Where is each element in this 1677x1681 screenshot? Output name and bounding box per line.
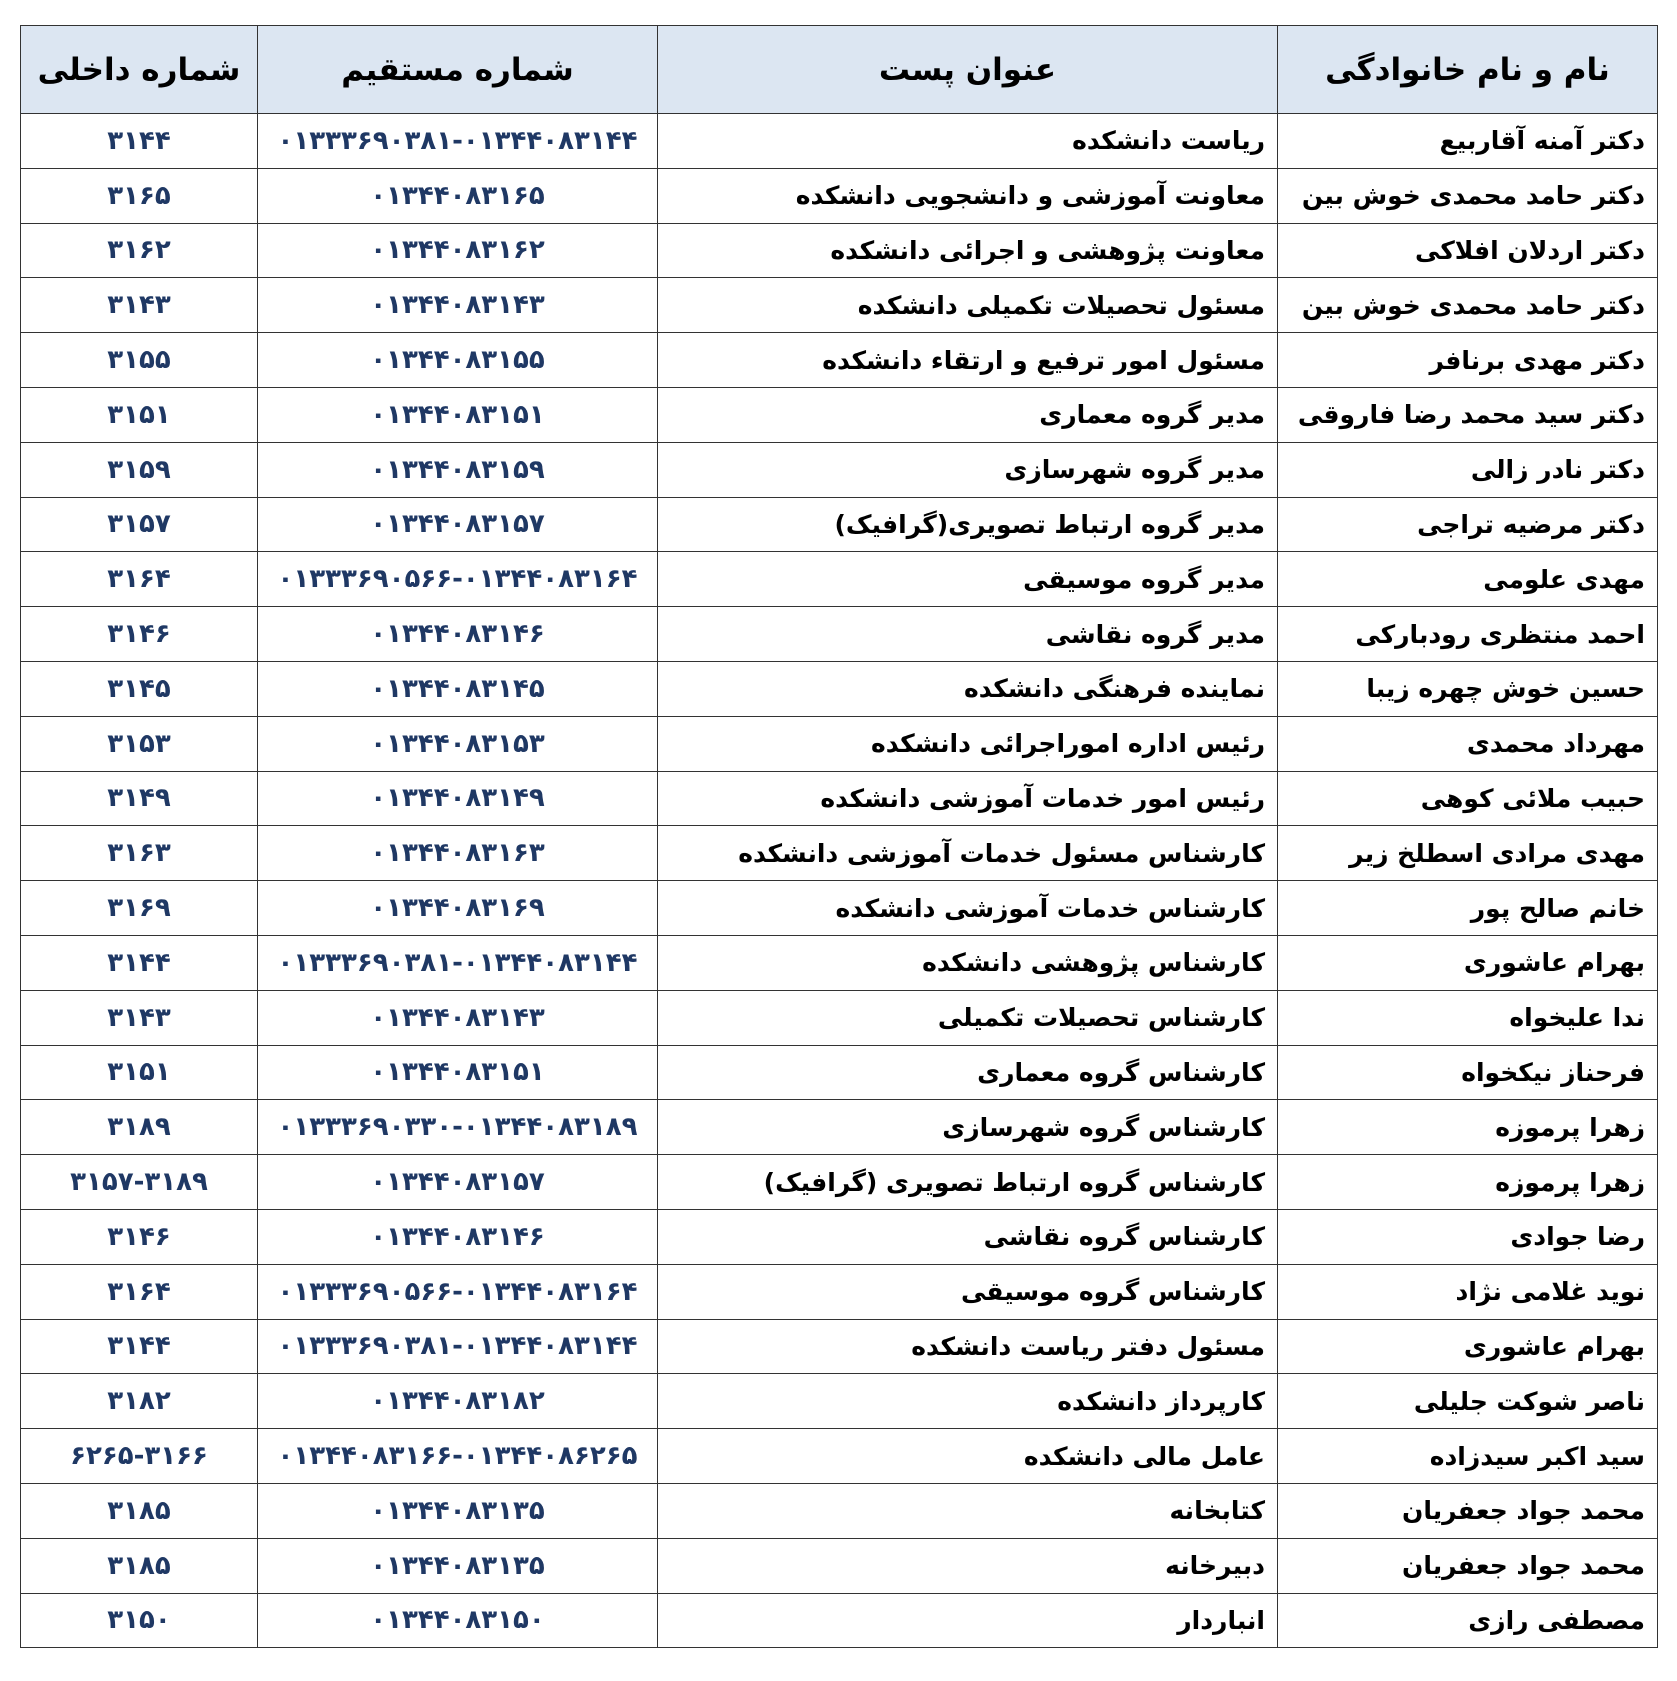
name-cell: خانم صالح پور	[1278, 881, 1658, 936]
table-row	[21, 990, 1658, 1045]
table-row	[21, 1374, 1658, 1429]
extension-cell: ۳۱۴۹	[21, 771, 258, 826]
name-cell: حبیب ملائی کوهی	[1278, 771, 1658, 826]
extension-cell: ۳۱۵۰	[21, 1593, 258, 1648]
title-cell: مدیر گروه موسیقی	[658, 552, 1278, 607]
direct-number-cell: ۰۱۳۴۴۰۸۳۱۴۳	[258, 278, 658, 333]
direct-number-cell: ۰۱۳۴۴۰۸۳۱۵۷	[258, 497, 658, 552]
title-cell: مسئول دفتر ریاست دانشکده	[658, 1319, 1278, 1374]
name-cell: بهرام عاشوری	[1278, 1319, 1658, 1374]
direct-number-cell: ۰۱۳۴۴۰۸۳۱۵۱	[258, 387, 658, 442]
title-cell: کتابخانه	[658, 1483, 1278, 1538]
name-cell: دکتر حامد محمدی خوش بین	[1278, 168, 1658, 223]
table-row	[21, 1593, 1658, 1648]
direct-number-cell: ۰۱۳۳۳۶۹۰۵۶۶-۰۱۳۴۴۰۸۳۱۶۴	[258, 1264, 658, 1319]
title-cell: رئیس امور خدمات آموزشی دانشکده	[658, 771, 1278, 826]
direct-number-cell: ۰۱۳۴۴۰۸۳۱۳۵	[258, 1483, 658, 1538]
title-cell: مدیر گروه معماری	[658, 387, 1278, 442]
title-cell: مدیر گروه شهرسازی	[658, 442, 1278, 497]
table-row	[21, 497, 1658, 552]
direct-number-cell: ۰۱۳۳۳۶۹۰۳۸۱-۰۱۳۴۴۰۸۳۱۴۴	[258, 1319, 658, 1374]
table-row	[21, 1209, 1658, 1264]
table-row	[21, 1538, 1658, 1593]
title-cell: کارشناس گروه نقاشی	[658, 1209, 1278, 1264]
name-cell: دکتر مرضیه تراجی	[1278, 497, 1658, 552]
title-cell: کارشناس گروه موسیقی	[658, 1264, 1278, 1319]
direct-number-cell: ۰۱۳۴۴۰۸۳۱۶۹	[258, 881, 658, 936]
title-cell: کارشناس خدمات آموزشی دانشکده	[658, 881, 1278, 936]
direct-number-cell: ۰۱۳۴۴۰۸۳۱۶۲	[258, 223, 658, 278]
direct-number-cell: ۰۱۳۳۳۶۹۰۵۶۶-۰۱۳۴۴۰۸۳۱۶۴	[258, 552, 658, 607]
table-row	[21, 716, 1658, 771]
header-ext: شماره داخلی	[21, 26, 258, 114]
title-cell: کارشناس گروه معماری	[658, 1045, 1278, 1100]
extension-cell: ۳۱۵۷-۳۱۸۹	[21, 1155, 258, 1210]
extension-cell: ۳۱۸۵	[21, 1538, 258, 1593]
table-row	[21, 1155, 1658, 1210]
direct-number-cell: ۰۱۳۴۴۰۸۳۱۵۰	[258, 1593, 658, 1648]
name-cell: مهدی علومی	[1278, 552, 1658, 607]
table-row	[21, 935, 1658, 990]
table-body	[21, 114, 1658, 1648]
table-row	[21, 442, 1658, 497]
title-cell: نماینده فرهنگی دانشکده	[658, 661, 1278, 716]
extension-cell: ۳۱۵۵	[21, 333, 258, 388]
direct-number-cell: ۰۱۳۳۳۶۹۰۳۳۰-۰۱۳۴۴۰۸۳۱۸۹	[258, 1100, 658, 1155]
direct-number-cell: ۰۱۳۴۴۰۸۳۱۸۲	[258, 1374, 658, 1429]
name-cell: محمد جواد جعفریان	[1278, 1538, 1658, 1593]
extension-cell: ۶۲۶۵-۳۱۶۶	[21, 1429, 258, 1484]
direct-number-cell: ۰۱۳۴۴۰۸۳۱۵۱	[258, 1045, 658, 1100]
table-row	[21, 1100, 1658, 1155]
table-row	[21, 552, 1658, 607]
title-cell: کارپرداز دانشکده	[658, 1374, 1278, 1429]
title-cell: کارشناس گروه ارتباط تصویری (گرافیک)	[658, 1155, 1278, 1210]
direct-number-cell: ۰۱۳۴۴۰۸۳۱۶۶-۰۱۳۴۴۰۸۶۲۶۵	[258, 1429, 658, 1484]
direct-number-cell: ۰۱۳۴۴۰۸۳۱۴۶	[258, 607, 658, 662]
extension-cell: ۳۱۴۶	[21, 607, 258, 662]
name-cell: دکتر سید محمد رضا فاروقی	[1278, 387, 1658, 442]
table-row	[21, 278, 1658, 333]
table-row	[21, 607, 1658, 662]
table-row	[21, 661, 1658, 716]
name-cell: فرحناز نیکخواه	[1278, 1045, 1658, 1100]
name-cell: حسین خوش چهره زیبا	[1278, 661, 1658, 716]
table-row	[21, 223, 1658, 278]
extension-cell: ۳۱۵۹	[21, 442, 258, 497]
name-cell: بهرام عاشوری	[1278, 935, 1658, 990]
direct-number-cell: ۰۱۳۴۴۰۸۳۱۶۳	[258, 826, 658, 881]
name-cell: رضا جوادی	[1278, 1209, 1658, 1264]
direct-number-cell: ۰۱۳۴۴۰۸۳۱۵۷	[258, 1155, 658, 1210]
header-row	[21, 26, 1658, 114]
direct-number-cell: ۰۱۳۳۳۶۹۰۳۸۱-۰۱۳۴۴۰۸۳۱۴۴	[258, 114, 658, 169]
extension-cell: ۳۱۵۱	[21, 1045, 258, 1100]
direct-number-cell: ۰۱۳۴۴۰۸۳۱۴۳	[258, 990, 658, 1045]
name-cell: دکتر آمنه آقاربیع	[1278, 114, 1658, 169]
table-row	[21, 1319, 1658, 1374]
title-cell: مسئول تحصیلات تکمیلی دانشکده	[658, 278, 1278, 333]
extension-cell: ۳۱۵۳	[21, 716, 258, 771]
name-cell: دکتر حامد محمدی خوش بین	[1278, 278, 1658, 333]
direct-number-cell: ۰۱۳۴۴۰۸۳۱۴۹	[258, 771, 658, 826]
table-row	[21, 1045, 1658, 1100]
name-cell: ندا علیخواه	[1278, 990, 1658, 1045]
header-direct: شماره مستقیم	[258, 26, 658, 114]
extension-cell: ۳۱۶۹	[21, 881, 258, 936]
table-row	[21, 1483, 1658, 1538]
extension-cell: ۳۱۴۵	[21, 661, 258, 716]
title-cell: معاونت پژوهشی و اجرائی دانشکده	[658, 223, 1278, 278]
header-name: نام و نام خانوادگی	[1278, 26, 1658, 114]
direct-number-cell: ۰۱۳۴۴۰۸۳۱۶۵	[258, 168, 658, 223]
table-row	[21, 826, 1658, 881]
name-cell: محمد جواد جعفریان	[1278, 1483, 1658, 1538]
extension-cell: ۳۱۴۶	[21, 1209, 258, 1264]
title-cell: معاونت آموزشی و دانشجویی دانشکده	[658, 168, 1278, 223]
name-cell: دکتر نادر زالی	[1278, 442, 1658, 497]
name-cell: دکتر اردلان افلاکی	[1278, 223, 1658, 278]
title-cell: انباردار	[658, 1593, 1278, 1648]
extension-cell: ۳۱۴۴	[21, 1319, 258, 1374]
name-cell: سید اکبر سیدزاده	[1278, 1429, 1658, 1484]
extension-cell: ۳۱۶۲	[21, 223, 258, 278]
name-cell: احمد منتظری رودبارکی	[1278, 607, 1658, 662]
extension-cell: ۳۱۶۳	[21, 826, 258, 881]
title-cell: مدیر گروه ارتباط تصویری(گرافیک)	[658, 497, 1278, 552]
extension-cell: ۳۱۴۳	[21, 990, 258, 1045]
title-cell: کارشناس پژوهشی دانشکده	[658, 935, 1278, 990]
table-row	[21, 1429, 1658, 1484]
table-row	[21, 168, 1658, 223]
table-row	[21, 881, 1658, 936]
direct-number-cell: ۰۱۳۴۴۰۸۳۱۵۳	[258, 716, 658, 771]
title-cell: مدیر گروه نقاشی	[658, 607, 1278, 662]
extension-cell: ۳۱۵۷	[21, 497, 258, 552]
title-cell: ریاست دانشکده	[658, 114, 1278, 169]
direct-number-cell: ۰۱۳۴۴۰۸۳۱۳۵	[258, 1538, 658, 1593]
title-cell: کارشناس تحصیلات تکمیلی	[658, 990, 1278, 1045]
extension-cell: ۳۱۸۲	[21, 1374, 258, 1429]
title-cell: کارشناس گروه شهرسازی	[658, 1100, 1278, 1155]
name-cell: مصطفی رازی	[1278, 1593, 1658, 1648]
name-cell: ناصر شوکت جلیلی	[1278, 1374, 1658, 1429]
name-cell: مهدی مرادی اسطلخ زیر	[1278, 826, 1658, 881]
direct-number-cell: ۰۱۳۴۴۰۸۳۱۵۹	[258, 442, 658, 497]
extension-cell: ۳۱۸۹	[21, 1100, 258, 1155]
extension-cell: ۳۱۴۴	[21, 935, 258, 990]
title-cell: مسئول امور ترفیع و ارتقاء دانشکده	[658, 333, 1278, 388]
table-row	[21, 387, 1658, 442]
title-cell: عامل مالی دانشکده	[658, 1429, 1278, 1484]
extension-cell: ۳۱۴۴	[21, 114, 258, 169]
header-title: عنوان پست	[658, 26, 1278, 114]
title-cell: رئیس اداره اموراجرائی دانشکده	[658, 716, 1278, 771]
name-cell: دکتر مهدی برنافر	[1278, 333, 1658, 388]
table-row	[21, 1264, 1658, 1319]
table-row	[21, 771, 1658, 826]
title-cell: کارشناس مسئول خدمات آموزشی دانشکده	[658, 826, 1278, 881]
direct-number-cell: ۰۱۳۴۴۰۸۳۱۵۵	[258, 333, 658, 388]
extension-cell: ۳۱۵۱	[21, 387, 258, 442]
extension-cell: ۳۱۸۵	[21, 1483, 258, 1538]
contacts-table	[20, 25, 1658, 1648]
direct-number-cell: ۰۱۳۴۴۰۸۳۱۴۵	[258, 661, 658, 716]
extension-cell: ۳۱۶۴	[21, 552, 258, 607]
extension-cell: ۳۱۶۵	[21, 168, 258, 223]
name-cell: زهرا پرموزه	[1278, 1155, 1658, 1210]
direct-number-cell: ۰۱۳۳۳۶۹۰۳۸۱-۰۱۳۴۴۰۸۳۱۴۴	[258, 935, 658, 990]
extension-cell: ۳۱۴۳	[21, 278, 258, 333]
extension-cell: ۳۱۶۴	[21, 1264, 258, 1319]
name-cell: زهرا پرموزه	[1278, 1100, 1658, 1155]
name-cell: مهرداد محمدی	[1278, 716, 1658, 771]
name-cell: نوید غلامی نژاد	[1278, 1264, 1658, 1319]
table-row	[21, 114, 1658, 169]
table-row	[21, 333, 1658, 388]
direct-number-cell: ۰۱۳۴۴۰۸۳۱۴۶	[258, 1209, 658, 1264]
title-cell: دبیرخانه	[658, 1538, 1278, 1593]
